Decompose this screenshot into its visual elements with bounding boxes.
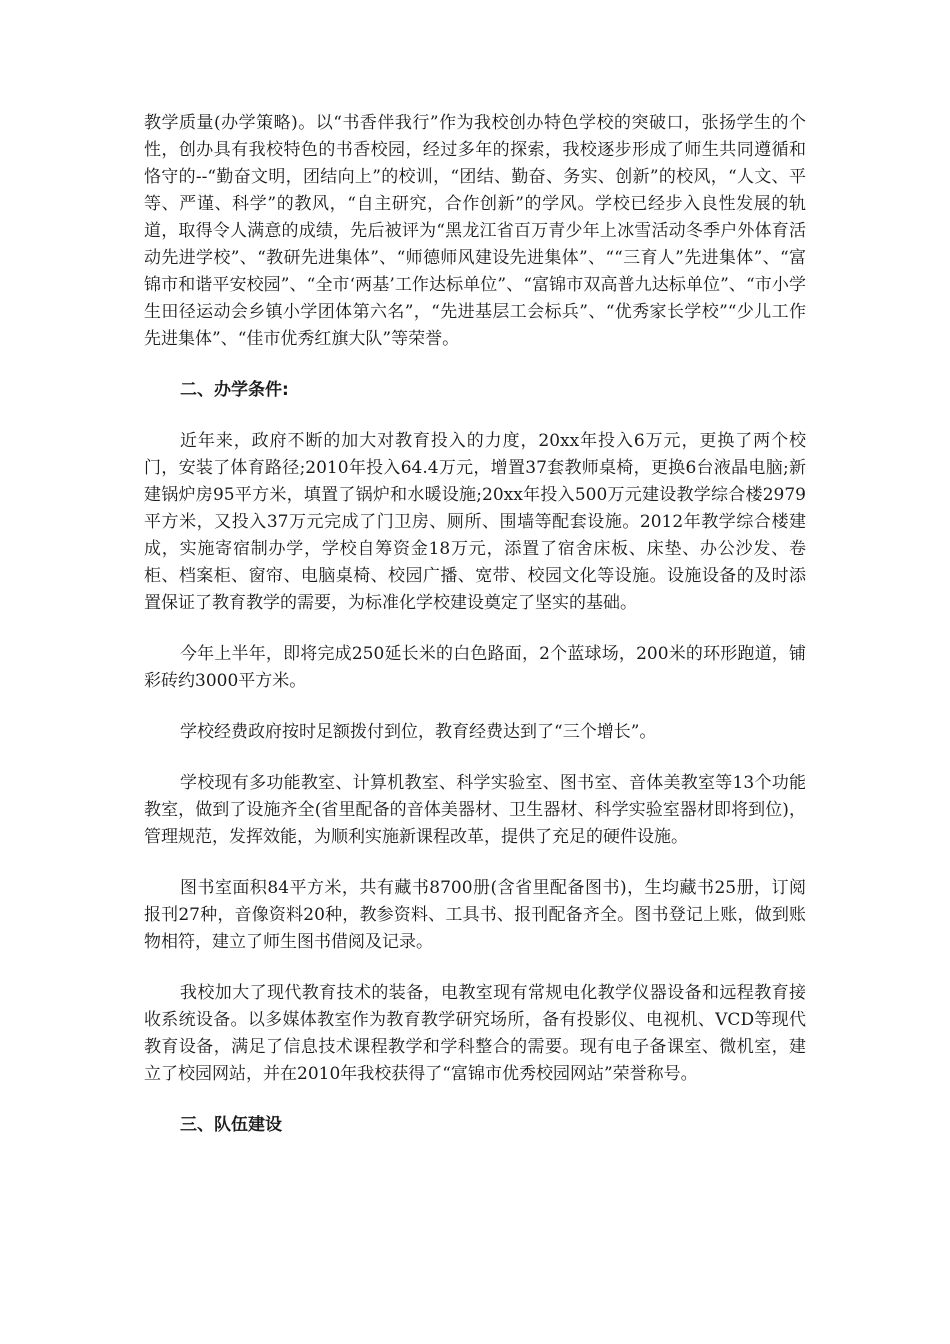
paragraph-investment: 近年来，政府不断的加大对教育投入的力度，20xx年投入6万元，更换了两个校门，安装了体育路径;2010年投入64.4万元，增置37套教师桌椅，更换6台液晶电脑;新建锅炉房95平方米，填置了锅炉和水暖设施;20xx年投入500万元建设教学综合楼2979平方米，又投入37万元完成了门卫房、厕所、围墙等配套设施。2012年教学综合楼建成，实施寄宿制办学，学校自筹资金18万元，添置了宿舍床板、床垫、办公沙发、卷柜、档案柜、窗帘、电脑桌椅、校园广播、宽带、校园文化等设施。设施设备的及时添置保证了教育教学的需要，为标准化学校建设奠定了坚实的基础。 <box>144 431 806 613</box>
paragraph-school-culture: 教学质量(办学策略)。以“书香伴我行”作为我校创办特色学校的突破口，张扬学生的个性，创办具有我校特色的书香校园，经过多年的探索，我校逐步形成了师生共同遵循和恪守的--“勤奋文明，团结向上”的校训，“团结、勤奋、务实、创新”的校风，“人文、平等、严谨、科学”的教风，“自主研究，合作创新”的学风。学校已经步入良性发展的轨道，取得令人满意的成绩，先后被评为“黑龙江省百万青少年上冰雪活动冬季户外体育活动先进学校”、“教研先进集体”、“师德师风建设先进集体”、““三育人”先进集体”、“富锦市和谐平安校园”、“全市‘两基’工作达标单位”、“富锦市双高普九达标单位”、“市小学生田径运动会乡镇小学团体第六名”，“先进基层工会标兵”、“优秀家长学校”“少儿工作先进集体”、“佳市优秀红旗大队”等荣誉。 <box>144 113 806 349</box>
section-heading-conditions: 二、办学条件: <box>180 380 289 400</box>
paragraph-library: 图书室面积84平方米，共有藏书8700册(含省里配备图书)，生均藏书25册，订阅报刊27种，音像资料20种，教参资料、工具书、报刊配备齐全。图书登记上账，做到账物相符，建立了师生图书借阅及记录。 <box>144 878 806 952</box>
paragraph-technology: 我校加大了现代教育技术的装备，电教室现有常规电化教学仪器设备和远程教育接收系统设备。以多媒体教室作为教育教学研究场所，备有投影仪、电视机、VCD等现代教育设备，满足了信息技术课程教学和学科整合的需要。现有电子备课室、微机室，建立了校园网站，并在2010年我校获得了“富锦市优秀校园网站”荣誉称号。 <box>144 983 806 1084</box>
paragraph-classrooms: 学校现有多功能教室、计算机教室、科学实验室、图书室、音体美教室等13个功能教室，做到了设施齐全(省里配备的音体美器材、卫生器材、科学实验室器材即将到位)，管理规范，发挥效能，为顺利实施新课程改革，提供了充足的硬件设施。 <box>144 773 806 847</box>
paragraph-funding: 学校经费政府按时足额拨付到位，教育经费达到了“三个增长”。 <box>180 722 657 742</box>
document-body <box>144 110 806 1163</box>
section-heading-staff: 三、队伍建设 <box>180 1115 282 1135</box>
paragraph-roads-fields: 今年上半年，即将完成250延长米的白色路面，2个蓝球场，200米的环形跑道，铺彩砖约3000平方米。 <box>144 644 806 691</box>
